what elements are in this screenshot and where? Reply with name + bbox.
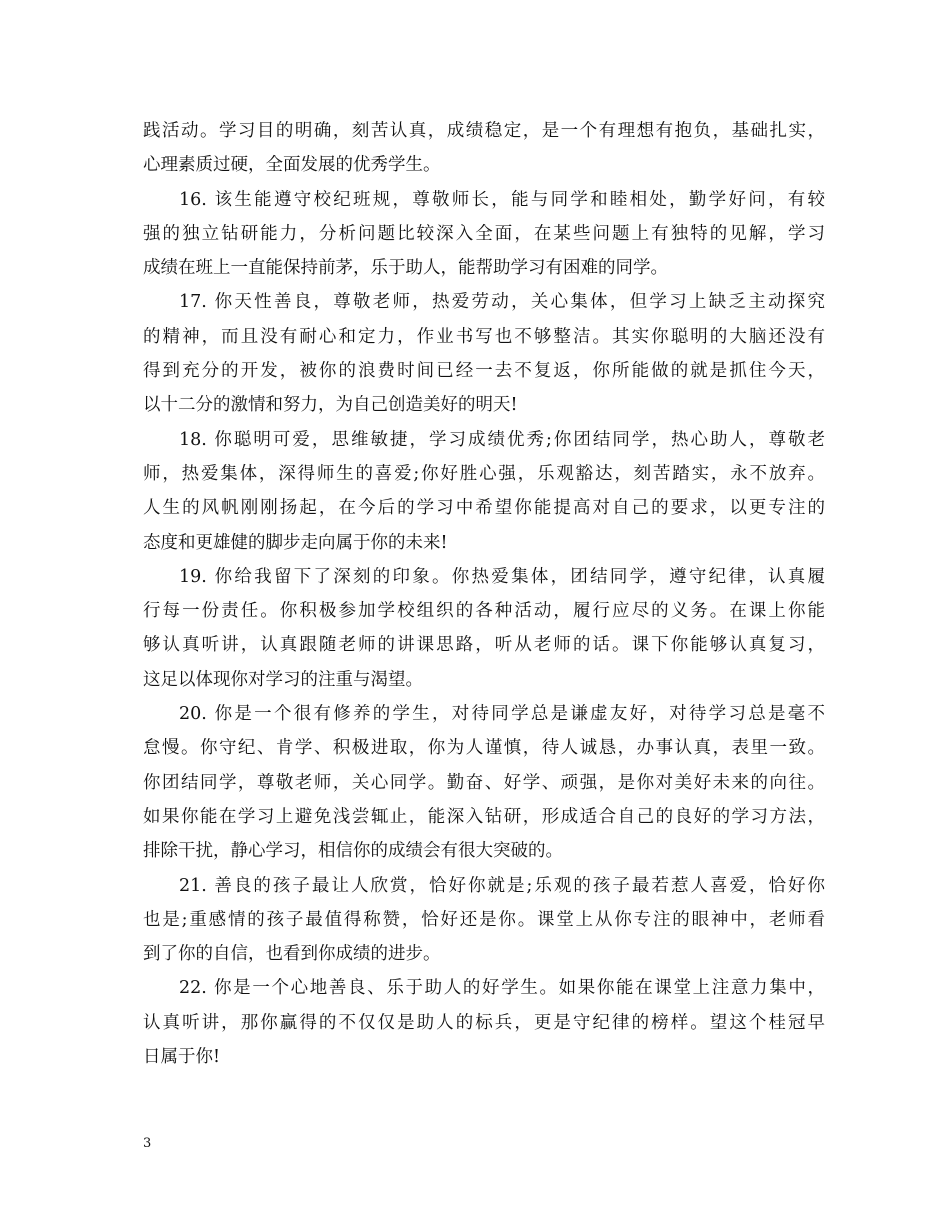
text-line: 17. 你天性善良，尊敬老师，热爱劳动，关心集体，但学习上缺乏主动探究 bbox=[179, 292, 825, 313]
text-line: 18. 你聪明可爱，思维敏捷，学习成绩优秀;你团结同学，热心助人，尊敬老 bbox=[179, 429, 825, 450]
text-line: 怠慢。你守纪、肯学、积极进取，你为人谨慎，待人诚恳，办事认真，表里一致。 bbox=[143, 738, 825, 759]
text-line: 你团结同学，尊敬老师，关心同学。勤奋、好学、顽强，是你对美好未来的向往。 bbox=[143, 772, 825, 793]
paragraph-16 bbox=[143, 183, 825, 286]
text-line: 强的独立钻研能力，分析问题比较深入全面，在某些问题上有独特的见解，学习 bbox=[143, 223, 825, 244]
text-line: 态度和更雄健的脚步走向属于你的未来! bbox=[143, 532, 448, 553]
text-line: 也是;重感情的孩子最值得称赞，恰好还是你。课堂上从你专注的眼神中，老师看 bbox=[143, 909, 825, 930]
text-line: 20. 你是一个很有修养的学生，对待同学总是谦虚友好，对待学习总是毫不 bbox=[179, 704, 825, 725]
page-number: 3 bbox=[143, 1136, 152, 1151]
text-line: 人生的风帆刚刚扬起，在今后的学习中希望你能提高对自己的要求，以更专注的 bbox=[143, 498, 825, 519]
text-line: 到了你的自信，也看到你成绩的进步。 bbox=[143, 944, 441, 965]
paragraph-22 bbox=[143, 971, 825, 1074]
text-line: 日属于你! bbox=[143, 1047, 221, 1068]
text-line: 得到充分的开发，被你的浪费时间已经一去不复返，你所能做的就是抓住今天， bbox=[143, 361, 825, 382]
text-line: 19. 你给我留下了深刻的印象。你热爱集体，团结同学，遵守纪律，认真履 bbox=[179, 566, 825, 587]
text-line: 心理素质过硬，全面发展的优秀学生。 bbox=[143, 155, 441, 176]
text-line: 排除干扰，静心学习，相信你的成绩会有很大突破的。 bbox=[143, 841, 563, 862]
text-line: 如果你能在学习上避免浅尝辄止，能深入钻研，形成适合自己的良好的学习方法， bbox=[143, 806, 825, 827]
text-line: 师，热爱集体，深得师生的喜爱;你好胜心强，乐观豁达，刻苦踏实，永不放弃。 bbox=[143, 463, 825, 484]
paragraph-20 bbox=[143, 697, 825, 868]
text-line: 行每一份责任。你积极参加学校组织的各种活动，履行应尽的义务。在课上你能 bbox=[143, 601, 825, 622]
text-line: 够认真听讲，认真跟随老师的讲课思路，听从老师的话。课下你能够认真复习， bbox=[143, 635, 825, 656]
text-line: 16. 该生能遵守校纪班规，尊敬师长，能与同学和睦相处，勤学好问，有较 bbox=[179, 189, 825, 210]
text-line: 践活动。学习目的明确，刻苦认真，成绩稳定，是一个有理想有抱负，基础扎实， bbox=[143, 121, 825, 141]
text-line: 21. 善良的孩子最让人欣赏，恰好你就是;乐观的孩子最若惹人喜爱，恰好你 bbox=[179, 875, 825, 896]
text-line: 的精神，而且没有耐心和定力，作业书写也不够整洁。其实你聪明的大脑还没有 bbox=[143, 326, 825, 347]
document-body bbox=[143, 114, 825, 1074]
text-line: 以十二分的激情和努力，为自己创造美好的明天! bbox=[143, 395, 518, 416]
paragraph-17 bbox=[143, 285, 825, 422]
paragraph-21 bbox=[143, 869, 825, 972]
text-line: 认真听讲，那你赢得的不仅仅是助人的标兵，更是守纪律的榜样。望这个桂冠早 bbox=[143, 1012, 825, 1033]
text-line: 这足以体现你对学习的注重与渴望。 bbox=[143, 669, 423, 690]
text-line: 22. 你是一个心地善良、乐于助人的好学生。如果你能在课堂上注意力集中， bbox=[179, 978, 825, 999]
text-line: 成绩在班上一直能保持前茅，乐于助人，能帮助学习有困难的同学。 bbox=[143, 258, 668, 279]
paragraph-15-continued bbox=[143, 114, 825, 183]
paragraph-18 bbox=[143, 423, 825, 560]
paragraph-19 bbox=[143, 560, 825, 697]
